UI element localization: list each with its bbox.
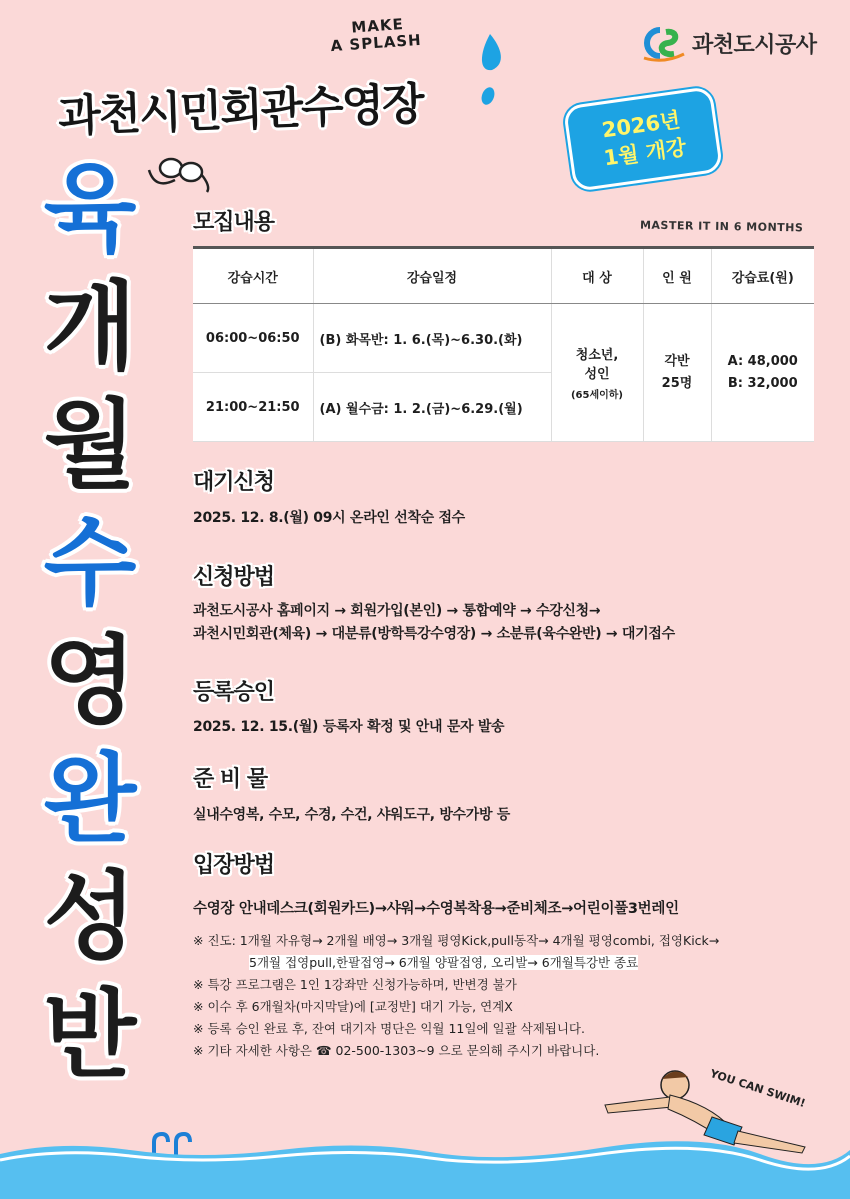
water-drop-icon — [462, 30, 512, 110]
method-line: 과천시민회관(체육) → 대분류(방학특강수영장) → 소분류(육수완반) → 대기접수 — [193, 626, 675, 642]
note-progress: ※ 진도: 1개월 자유형→ 2개월 배영→ 3개월 평영Kick,pull동작→ 4개월 평영combi, 접영Kick→ — [193, 933, 720, 948]
vertical-char-5: 영 — [43, 625, 137, 737]
table-header: 강습일정 — [313, 248, 551, 304]
approval-text: 2025. 12. 15.(월) 등록자 확정 및 안내 문자 발송 — [193, 719, 505, 735]
table-row — [193, 304, 814, 373]
badge-month: 1월 개강 — [602, 135, 688, 171]
vertical-char-4: 수 — [43, 507, 137, 619]
table-header: 대 상 — [551, 248, 643, 304]
brand-name: 과천도시공사 — [692, 32, 817, 58]
note-progress-line2: 5개월 접영pull,한팔접영→ 6개월 양팔접영, 오리발→ 6개월특강반 종료 — [249, 955, 639, 970]
vertical-char-3: 월 — [43, 389, 137, 501]
class-time: 06:00~06:50 — [193, 304, 313, 373]
class-schedule: (B) 화목반: 1. 6.(목)~6.30.(화) — [313, 304, 551, 373]
notes-list — [193, 930, 813, 1062]
capacity-line: 25명 — [661, 375, 693, 391]
gwacheon-logo-icon — [640, 24, 686, 62]
class-time: 21:00~21:50 — [193, 373, 313, 442]
vertical-char-7: 성 — [43, 861, 137, 973]
section-heading-approval: 등록승인 — [193, 680, 275, 705]
section-heading-recruit: 모집내용 — [193, 210, 275, 235]
fee-b: B: 32,000 — [727, 375, 798, 391]
fee-cell — [711, 304, 814, 442]
brand-logo — [640, 24, 817, 62]
fee-a: A: 48,000 — [727, 353, 798, 369]
you-can-swim-label: YOU CAN SWIM! — [708, 1066, 807, 1111]
vertical-char-6: 완 — [43, 743, 137, 855]
note-item: ※ 특강 프로그램은 1인 1강좌만 신청가능하며, 반변경 불가 — [193, 977, 517, 992]
waitlist-text: 2025. 12. 8.(월) 09시 온라인 선착순 접수 — [193, 510, 465, 526]
vertical-char-1: 육 — [43, 153, 137, 265]
tagline: MASTER IT IN 6 MONTHS — [639, 218, 804, 235]
vertical-char-2: 개 — [43, 271, 137, 383]
note-item: ※ 이수 후 6개월차(마지막달)에 [교정반] 대기 가능, 연계X — [193, 999, 513, 1014]
vertical-title — [30, 150, 150, 1094]
target-line: 청소년, — [575, 348, 619, 363]
section-heading-waitlist: 대기신청 — [193, 470, 275, 495]
page-title: 과천시민회관수영장 — [57, 78, 424, 143]
target-line: 성인 — [584, 367, 610, 382]
table-header: 강습료(원) — [711, 248, 814, 304]
target-cell — [551, 304, 643, 442]
method-text — [193, 600, 823, 646]
section-heading-entry: 입장방법 — [193, 853, 275, 878]
class-schedule: (A) 월수금: 1. 2.(금)~6.29.(월) — [313, 373, 551, 442]
make-text: MAKE — [350, 15, 405, 37]
badge-year: 2026년 — [600, 107, 682, 143]
note-item: ※ 기타 자세한 사항은 ☎ 02-500-1303~9 으로 문의해 주시기 바랍니다. — [193, 1043, 600, 1058]
target-note: (65세이하) — [570, 390, 624, 401]
table-header-row — [193, 248, 814, 304]
section-heading-method: 신청방법 — [193, 565, 275, 590]
water-wave-decoration — [0, 1140, 850, 1199]
capacity-cell — [643, 304, 711, 442]
table-header: 강습시간 — [193, 248, 313, 304]
note-progress-cont — [193, 952, 813, 974]
entry-text: 수영장 안내데스크(회원카드)→샤워→수영복착용→준비체조→어린이풀3번레인 — [193, 901, 679, 917]
table-header: 인 원 — [643, 248, 711, 304]
vertical-char-8: 반 — [43, 979, 137, 1091]
make-a-splash-label — [329, 15, 422, 55]
method-line: 과천도시공사 홈페이지 → 회원가입(본인) → 통합예약 → 수강신청→ — [193, 603, 601, 619]
schedule-table — [193, 246, 814, 442]
prep-text: 실내수영복, 수모, 수경, 수건, 샤워도구, 방수가방 등 — [193, 807, 511, 823]
section-heading-prep: 준 비 물 — [193, 767, 268, 792]
capacity-line: 각반 — [664, 353, 690, 369]
opening-badge — [563, 86, 724, 192]
splash-text: A SPLASH — [330, 30, 423, 56]
swim-goggles-icon — [145, 150, 215, 195]
note-item: ※ 등록 승인 완료 후, 잔여 대기자 명단은 익월 11일에 일괄 삭제됩니다. — [193, 1021, 585, 1036]
